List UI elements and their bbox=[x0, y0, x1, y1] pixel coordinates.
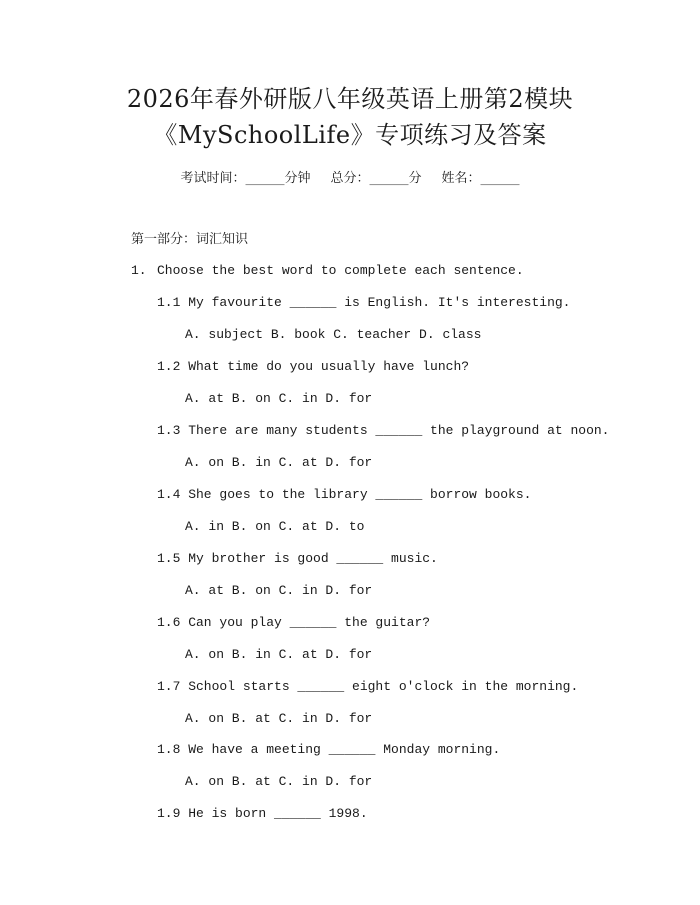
sub-question-1-4: 1.4 She goes to the library ______ borrow books. bbox=[157, 487, 532, 502]
exam-name-field: 姓名：______ bbox=[441, 171, 520, 186]
sub-question-1-7: 1.7 School starts ______ eight o'clock in the morning. bbox=[157, 679, 579, 694]
exam-time-field: 考试时间：______分钟 bbox=[180, 171, 311, 186]
exam-score-field: 总分：______分 bbox=[330, 171, 422, 186]
question-instruction: Choose the best word to complete each sentence. bbox=[157, 263, 524, 278]
sub-question-1-3: 1.3 There are many students ______ the playground at noon. bbox=[157, 423, 610, 438]
options-1-2: A. at B. on C. in D. for bbox=[185, 391, 373, 406]
options-1-5: A. at B. on C. in D. for bbox=[185, 583, 373, 598]
sub-question-1-2: 1.2 What time do you usually have lunch? bbox=[157, 359, 470, 374]
sub-question-1-5: 1.5 My brother is good ______ music. bbox=[157, 551, 438, 566]
document-title-line-1: 2026年春外研版八年级英语上册第2模块 bbox=[126, 85, 574, 113]
options-1-1: A. subject B. book C. teacher D. class bbox=[185, 327, 482, 342]
options-1-3: A. on B. in C. at D. for bbox=[185, 455, 373, 470]
question-number: 1. bbox=[131, 263, 147, 278]
options-1-4: A. in B. on C. at D. to bbox=[185, 519, 365, 534]
sub-question-1-9: 1.9 He is born ______ 1998. bbox=[157, 806, 368, 821]
options-1-6: A. on B. in C. at D. for bbox=[185, 647, 373, 662]
document-title-line-2: 《MySchoolLife》专项练习及答案 bbox=[153, 121, 547, 149]
sub-question-1-6: 1.6 Can you play ______ the guitar? bbox=[157, 615, 431, 630]
sub-question-1-1: 1.1 My favourite ______ is English. It's interesting. bbox=[157, 295, 571, 310]
options-1-7: A. on B. at C. in D. for bbox=[185, 711, 373, 726]
section-heading: 第一部分：词汇知识 bbox=[131, 232, 249, 247]
exam-info-row bbox=[0, 170, 700, 188]
sub-question-1-8: 1.8 We have a meeting ______ Monday morning. bbox=[157, 742, 501, 757]
options-1-8: A. on B. at C. in D. for bbox=[185, 774, 373, 789]
